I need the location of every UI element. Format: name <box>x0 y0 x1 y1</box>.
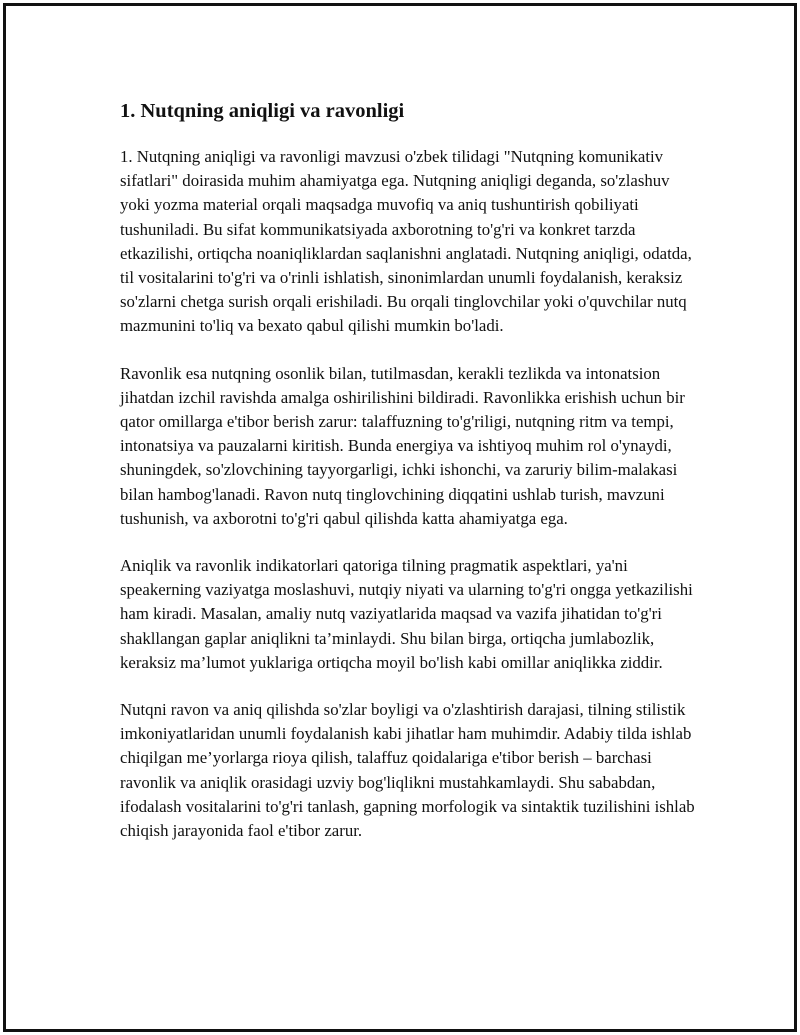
document-title: 1. Nutqning aniqligi va ravonligi <box>120 100 405 122</box>
paragraph: Nutqni ravon va aniq qilishda so'zlar boyligi va o'zlashtirish darajasi, tilning stilistik imkoniyatlaridan unumli foydalanish kabi jihatlar ham muhimdir. Adabiy tilda ishlab chiqilgan me’yorlarga rioya qilish, talaffuz qoidalariga e'tibor berish – barchasi ravonlik va aniqlik orasidagi uzviy bog'liqlikni mustahkamlaydi. Shu sababdan, ifodalash vositalarini to'g'ri tanlash, gapning morfologik va sintaktik tuzilishini ishlab chiqish jarayonida faol e'tibor zarur. <box>120 700 695 841</box>
page-frame <box>3 3 797 1032</box>
paragraph: Ravonlik esa nutqning osonlik bilan, tutilmasdan, kerakli tezlikda va intonatsion jihatdan izchil ravishda amalga oshirilishini bildiradi. Ravonlikka erishish uchun bir qator omillarga e'tibor berish zarur: talaffuzning to'g'riligi, nutqning ritm va tempi, intonatsiya va pauzalarni kiritish. Bunda energiya va ishtiyoq muhim rol o'ynaydi, shuningdek, so'zlovchining tayyorgarligi, ichki ishonchi, va zaruriy bilim-malakasi bilan hambog'lanadi. Ravon nutq tinglovchining diqqatini ushlab turish, mavzuni tushunish, va axborotni to'g'ri qabul qilishda katta ahamiyatga ega. <box>120 363 685 528</box>
paragraph: 1. Nutqning aniqligi va ravonligi mavzusi o'zbek tilidagi "Nutqning komunikativ sifatlari" doirasida muhim ahamiyatga ega. Nutqning aniqligi deganda, so'zlashuv yoki yozma material orqali maqsadga muvofiq va aniq tushuntirish qobiliyati tushuniladi. Bu sifat kommunikatsiyada axborotning to'g'ri va konkret tarzda etkazilishi, ortiqcha noaniqliklardan saqlanishni anglatadi. Nutqning aniqligi, odatda, til vositalarini to'g'ri va o'rinli ishlatish, sinonimlardan unumli foydalanish, keraksiz so'zlarni chetga surish orqali erishiladi. Bu orqali tinglovchilar yoki o'quvchilar nutq mazmunini to'liq va bexato qabul qilishi mumkin bo'ladi. <box>120 147 692 336</box>
paragraph: Aniqlik va ravonlik indikatorlari qatoriga tilning pragmatik aspektlari, ya'ni speakerning vaziyatga moslashuvi, nutqiy niyati va ularning to'g'ri ongga yetkazilishi ham kiradi. Masalan, amaliy nutq vaziyatlarida maqsad va vazifa jihatidan to'g'ri shakllangan gaplar aniqlikni ta’minlaydi. Shu bilan birga, ortiqcha jumlabozlik, keraksiz ma’lumot yuklariga ortiqcha moyil bo'lish kabi omillar aniqlikka ziddir. <box>120 556 693 672</box>
page-content <box>120 86 695 866</box>
